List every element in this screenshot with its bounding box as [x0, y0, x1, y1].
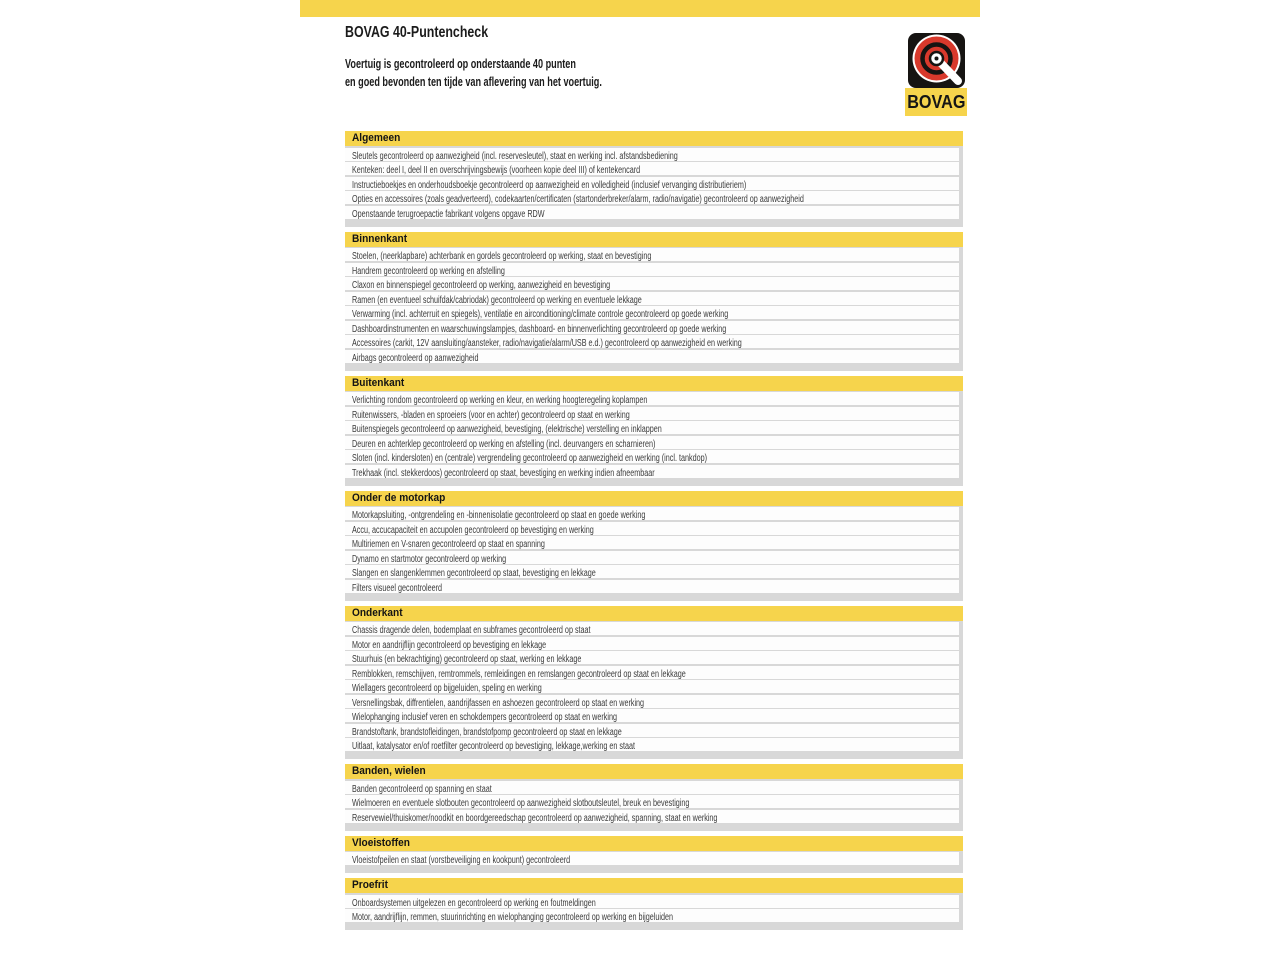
- checklist-item: [345, 909, 959, 922]
- subtitle-line-2: en goed bevonden ten tijde van aflevering van het voertuig.: [345, 73, 602, 89]
- checklist-item-text: Sleutels gecontroleerd op aanwezigheid (incl. reservesleutel), staat en werking incl. afstandsbediening: [352, 150, 678, 161]
- checklist-item-text: Wielmoeren en eventuele slotbouten gecontroleerd op aanwezigheid slotboutsleutel, breuk en bevestiging: [352, 798, 690, 808]
- checklist-item: [345, 709, 959, 722]
- sections: [345, 131, 963, 935]
- checklist-item-text: Motorkapsluiting, -ontgrendeling en -binnenisolatie gecontroleerd op staat en goede werking: [352, 510, 646, 520]
- page-subtitle: [345, 55, 712, 90]
- section-header-text: Buitenkant: [352, 376, 405, 389]
- section-rows: [345, 248, 963, 363]
- page-title: [345, 24, 524, 42]
- checklist-item-text: Uitlaat, katalysator en/of roetfilter gecontroleerd op bevestiging, lekkage,werking en staat: [352, 741, 635, 751]
- section-rows: [345, 622, 963, 751]
- checklist-item: [345, 738, 959, 751]
- checklist-section: [345, 764, 963, 831]
- checklist-item: [345, 148, 959, 161]
- checklist-item: [345, 724, 959, 737]
- checklist-item-text: Vloeistofpeilen en staat (vorstbeveiliging en kookpunt) gecontroleerd: [352, 855, 571, 865]
- checklist-item: [345, 335, 959, 348]
- bovag-logo: [905, 33, 967, 116]
- checklist-item-text: Verwarming (incl. achterruit en spiegels), ventilatie en airconditioning/climate controle gecontroleerd op goede werking: [352, 309, 729, 319]
- section-rows: [345, 781, 963, 823]
- checklist-item: [345, 392, 959, 405]
- section-rows: [345, 895, 963, 923]
- checklist-item: [345, 206, 959, 219]
- section-header: [345, 836, 963, 851]
- checklist-item: [345, 407, 959, 420]
- section-header-text: Proefrit: [352, 879, 388, 891]
- checklist-item-text: Opties en accessoires (zoals geadverteerd), codekaarten/certificaten (startonderbreker/alarm, radio/navigatie) gecontroleerd op aanwezigheid: [352, 194, 804, 204]
- checklist-section: [345, 836, 963, 874]
- checklist-item: [345, 292, 959, 305]
- checklist-item-text: Brandstoftank, brandstofleidingen, brandstofpomp gecontroleerd op staat en lekkage: [352, 726, 622, 737]
- checklist-item-text: Openstaande terugroepactie fabrikant volgens opgave RDW: [352, 208, 545, 219]
- checklist-item: [345, 436, 959, 449]
- checklist-item-text: Trekhaak (incl. stekkerdoos) gecontroleerd op staat, bevestiging en werking indien afneembaar: [352, 467, 655, 478]
- section-header: [345, 131, 963, 146]
- checklist-item-text: Slangen en slangenklemmen gecontroleerd op staat, bevestiging en lekkage: [352, 568, 596, 578]
- checklist-item: [345, 421, 959, 434]
- checklist-item-text: Banden gecontroleerd op spanning en staat: [352, 783, 492, 794]
- checklist-item-text: Chassis dragende delen, bodemplaat en subframes gecontroleerd op staat: [352, 625, 591, 635]
- section-header-text: Onder de motorkap: [352, 491, 446, 504]
- checklist-item: [345, 191, 959, 204]
- checklist-item-text: Buitenspiegels gecontroleerd op aanwezigheid, bevestiging, (elektrische) verstelling en inklappen: [352, 424, 662, 434]
- section-rows: [345, 148, 963, 219]
- checklist-item: [345, 622, 959, 635]
- checklist-item-text: Ramen (en eventueel schuifdak/cabriodak) gecontroleerd op werking en eventuele lekkage: [352, 294, 642, 305]
- section-rows: [345, 392, 963, 478]
- checklist-item: [345, 680, 959, 693]
- checklist-item-text: Dashboardinstrumenten en waarschuwingslampjes, dashboard- en binnenverlichting gecontroleerd op goede werking: [352, 323, 727, 334]
- checklist-item-text: Deuren en achterklep gecontroleerd op werking en afstelling (incl. deurvangers en scharnieren): [352, 438, 656, 449]
- checklist-item-text: Instructieboekjes en onderhoudsboekje gecontroleerd op aanwezigheid en volledigheid (inclusief vervanging distributieriem): [352, 179, 747, 190]
- checklist-item-text: Ruitenwissers, -bladen en sproeiers (voor en achter) gecontroleerd op staat en werking: [352, 409, 630, 420]
- checklist-item: [345, 666, 959, 679]
- checklist-item-text: Claxon en binnenspiegel gecontroleerd op werking, aanwezigheid en bevestiging: [352, 280, 611, 290]
- checklist-item-text: Stuurhuis (en bekrachtiging) gecontroleerd op staat, werking en lekkage: [352, 654, 582, 664]
- checklist-item: [345, 651, 959, 664]
- checklist-section: [345, 131, 963, 227]
- checklist-item-text: Accu, accucapaciteit en accupolen gecontroleerd op bevestiging en werking: [352, 524, 594, 535]
- checklist-item-text: Wielophanging inclusief veren en schokdempers gecontroleerd op staat en werking: [352, 712, 617, 722]
- checklist-item-text: Verlichting rondom gecontroleerd op werking en kleur, en werking hoogteregeling koplampen: [352, 395, 648, 405]
- checklist-item-text: Kenteken: deel I, deel II en overschrijvingsbewijs (voorheen kopie deel III) of kentekencard: [352, 165, 641, 175]
- checklist-item-text: Stoelen, (neerklapbare) achterbank en gordels gecontroleerd op werking, staat en bevestiging: [352, 251, 652, 261]
- checklist-item: [345, 536, 959, 549]
- checklist-item: [345, 450, 959, 463]
- checklist-item-text: Multiriemen en V-snaren gecontroleerd op staat en spanning: [352, 539, 545, 549]
- checklist-item: [345, 162, 959, 175]
- section-header-text: Algemeen: [352, 132, 401, 144]
- checklist-item-text: Accessoires (carkit, 12V aansluiting/aansteker, radio/navigatie/alarm/USB e.d.) gecontroleerd op aanwezigheid en werking: [352, 338, 742, 348]
- checklist-item: [345, 852, 959, 865]
- section-header: [345, 491, 963, 506]
- checklist-item: [345, 507, 959, 520]
- magnifier-wheel-icon: [908, 33, 965, 88]
- section-header: [345, 232, 963, 247]
- checklist-item: [345, 263, 959, 276]
- checklist-item: [345, 465, 959, 478]
- section-header-text: Onderkant: [352, 606, 403, 619]
- checklist-item: [345, 637, 959, 650]
- section-header: [345, 878, 963, 893]
- checklist-item: [345, 695, 959, 708]
- checklist-section: [345, 491, 963, 601]
- checklist-section: [345, 232, 963, 371]
- section-header-text: Banden, wielen: [352, 765, 426, 777]
- section-rows: [345, 852, 963, 865]
- checklist-item-text: Dynamo en startmotor gecontroleerd op werking: [352, 553, 507, 564]
- checklist-section: [345, 606, 963, 760]
- subtitle-line-1: Voertuig is gecontroleerd op onderstaande 40 punten: [345, 56, 576, 71]
- top-accent-bar: [300, 0, 980, 17]
- checklist-item: [345, 277, 959, 290]
- checklist-item: [345, 177, 959, 190]
- section-header: [345, 764, 963, 779]
- logo-wordmark-band: [905, 88, 967, 116]
- checklist-item: [345, 565, 959, 578]
- section-rows: [345, 507, 963, 593]
- checklist-item: [345, 522, 959, 535]
- checklist-item: [345, 781, 959, 794]
- document-page: [300, 0, 980, 960]
- checklist-item-text: Sloten (incl. kindersloten) en (centrale) vergrendeling gecontroleerd op aanwezigheid en werking (incl. tankdop): [352, 453, 708, 463]
- section-header: [345, 376, 963, 391]
- checklist-item: [345, 306, 959, 319]
- checklist-item-text: Airbags gecontroleerd op aanwezigheid: [352, 352, 479, 363]
- checklist-item-text: Versnellingsbak, diffrentielen, aandrijfassen en ashoezen gecontroleerd op staat en werking: [352, 697, 645, 708]
- logo-wordmark: BOVAG: [906, 91, 966, 112]
- checklist-item-text: Wiellagers gecontroleerd op bijgeluiden, speling en werking: [352, 683, 542, 693]
- checklist-item: [345, 795, 959, 808]
- checklist-item: [345, 810, 959, 823]
- checklist-section: [345, 878, 963, 930]
- checklist-item-text: Onboardsystemen uitgelezen en gecontroleerd op werking en foutmeldingen: [352, 897, 596, 908]
- checklist-item-text: Motor en aandrijflijn gecontroleerd op bevestiging en lekkage: [352, 639, 547, 650]
- checklist-item-text: Reservewiel/thuiskomer/noodkit en boordgereedschap gecontroleerd op aanwezigheid, spanning, staat en werking: [352, 812, 718, 823]
- checklist-item-text: Handrem gecontroleerd op werking en afstelling: [352, 265, 505, 276]
- checklist-item-text: Remblokken, remschijven, remtrommels, remleidingen en remslangen gecontroleerd op staat en lekkage: [352, 668, 686, 679]
- checklist-section: [345, 376, 963, 486]
- checklist-item: [345, 321, 959, 334]
- checklist-item-text: Motor, aandrijflijn, remmen, stuurinrichting en wielophanging gecontroleerd op werking en bijgeluiden: [352, 912, 673, 922]
- checklist-item: [345, 248, 959, 261]
- checklist-item: [345, 350, 959, 363]
- section-header-text: Vloeistoffen: [352, 836, 410, 849]
- section-header-text: Binnenkant: [352, 232, 408, 245]
- checklist-item: [345, 895, 959, 908]
- checklist-item: [345, 551, 959, 564]
- section-header: [345, 606, 963, 621]
- checklist-item-text: Filters visueel gecontroleerd: [352, 582, 443, 593]
- checklist-item: [345, 580, 959, 593]
- page-title-text: BOVAG 40-Puntencheck: [345, 24, 489, 41]
